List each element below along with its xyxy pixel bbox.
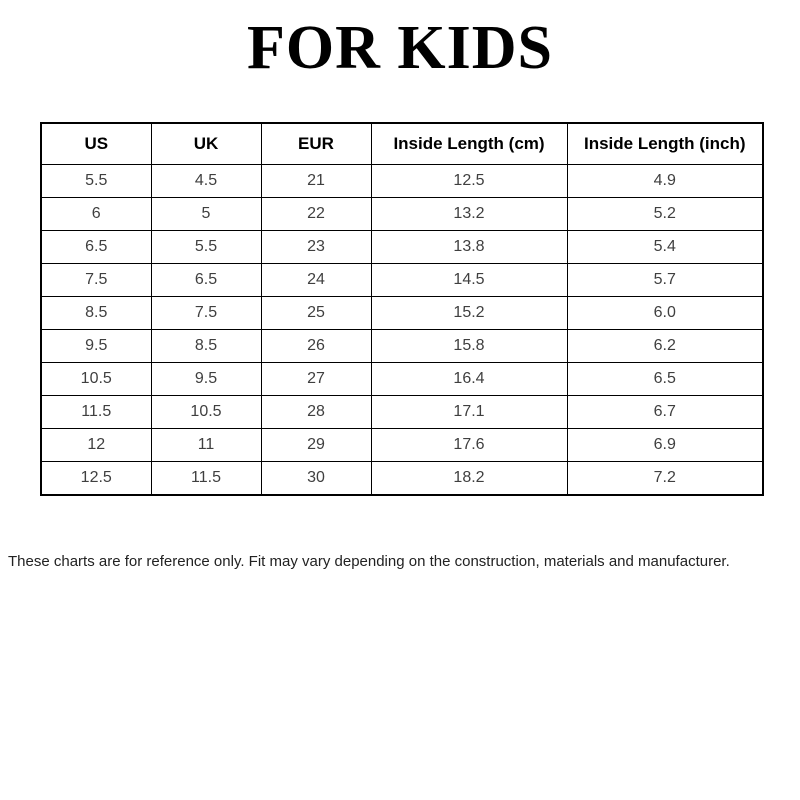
table-cell: 27 <box>261 363 371 396</box>
table-cell: 12 <box>41 429 151 462</box>
column-header-length-inch: Inside Length (inch) <box>567 123 763 165</box>
disclaimer-text: These charts are for reference only. Fit may vary depending on the construction, materials and manufacturer. <box>8 553 730 570</box>
table-cell: 28 <box>261 396 371 429</box>
table-cell: 10.5 <box>151 396 261 429</box>
table-cell: 12.5 <box>371 165 567 198</box>
table-cell: 11 <box>151 429 261 462</box>
table-cell: 7.2 <box>567 462 763 496</box>
table-cell: 18.2 <box>371 462 567 496</box>
table-cell: 9.5 <box>151 363 261 396</box>
table-row <box>41 429 763 462</box>
table-cell: 6.7 <box>567 396 763 429</box>
table-cell: 8.5 <box>41 297 151 330</box>
table-header-row <box>41 123 763 165</box>
table-cell: 6.0 <box>567 297 763 330</box>
table-cell: 4.9 <box>567 165 763 198</box>
table-row <box>41 198 763 231</box>
column-header-uk: UK <box>151 123 261 165</box>
table-cell: 12.5 <box>41 462 151 496</box>
table-cell: 6.9 <box>567 429 763 462</box>
table-cell: 6 <box>41 198 151 231</box>
table-row <box>41 462 763 496</box>
table-cell: 10.5 <box>41 363 151 396</box>
table-cell: 11.5 <box>41 396 151 429</box>
table-cell: 14.5 <box>371 264 567 297</box>
table-cell: 6.5 <box>567 363 763 396</box>
table-cell: 23 <box>261 231 371 264</box>
table-cell: 9.5 <box>41 330 151 363</box>
column-header-us: US <box>41 123 151 165</box>
table-cell: 25 <box>261 297 371 330</box>
table-cell: 30 <box>261 462 371 496</box>
table-cell: 7.5 <box>41 264 151 297</box>
table-row <box>41 264 763 297</box>
table-cell: 8.5 <box>151 330 261 363</box>
table-cell: 22 <box>261 198 371 231</box>
table-cell: 26 <box>261 330 371 363</box>
table-cell: 4.5 <box>151 165 261 198</box>
table-cell: 15.8 <box>371 330 567 363</box>
table-cell: 6.5 <box>151 264 261 297</box>
table-cell: 5.2 <box>567 198 763 231</box>
table-cell: 11.5 <box>151 462 261 496</box>
table-cell: 13.2 <box>371 198 567 231</box>
table-cell: 5.4 <box>567 231 763 264</box>
table-cell: 17.6 <box>371 429 567 462</box>
table-row <box>41 330 763 363</box>
table-row <box>41 297 763 330</box>
column-header-eur: EUR <box>261 123 371 165</box>
table-body <box>41 165 763 496</box>
table-cell: 5.5 <box>41 165 151 198</box>
table-cell: 6.2 <box>567 330 763 363</box>
column-header-length-cm: Inside Length (cm) <box>371 123 567 165</box>
table-row <box>41 396 763 429</box>
table-cell: 5.5 <box>151 231 261 264</box>
table-cell: 24 <box>261 264 371 297</box>
table-cell: 29 <box>261 429 371 462</box>
table-cell: 17.1 <box>371 396 567 429</box>
table-cell: 7.5 <box>151 297 261 330</box>
table-cell: 13.8 <box>371 231 567 264</box>
table-cell: 15.2 <box>371 297 567 330</box>
table-row <box>41 165 763 198</box>
size-chart-table <box>40 122 764 496</box>
table-row <box>41 363 763 396</box>
table-cell: 16.4 <box>371 363 567 396</box>
table-cell: 6.5 <box>41 231 151 264</box>
table-row <box>41 231 763 264</box>
table-cell: 5.7 <box>567 264 763 297</box>
page-title: FOR KIDS <box>247 14 553 82</box>
table-cell: 5 <box>151 198 261 231</box>
table-cell: 21 <box>261 165 371 198</box>
